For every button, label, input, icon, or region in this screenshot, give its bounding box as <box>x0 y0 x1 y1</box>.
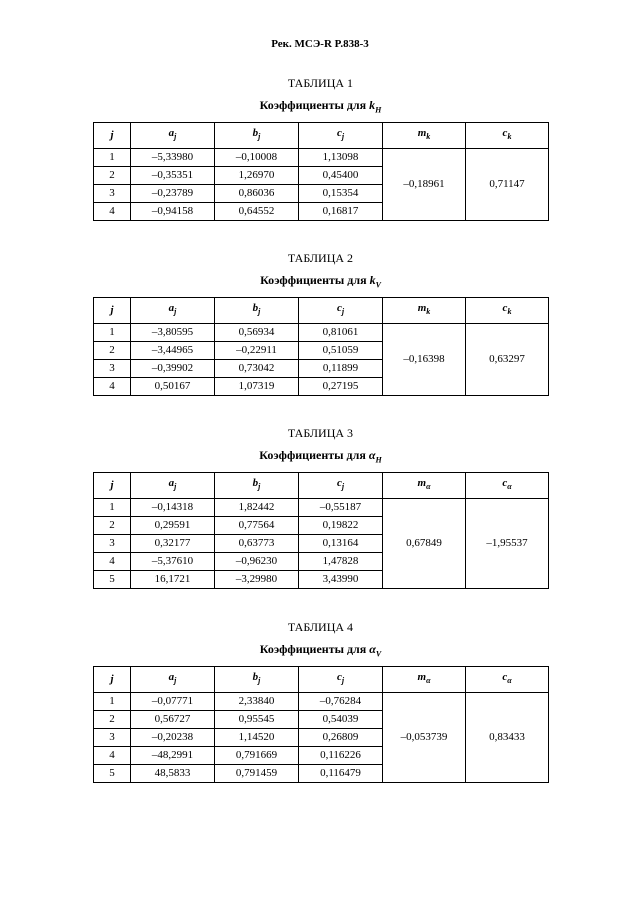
cell-c: 0,51059 <box>299 342 383 360</box>
cell-b: 1,14520 <box>215 729 299 747</box>
column-header <box>466 298 549 324</box>
table-header-row <box>94 298 549 324</box>
cell-a: 48,5833 <box>131 765 215 783</box>
column-header-symbol: b <box>252 671 259 684</box>
cell-m: –0,053739 <box>383 693 466 783</box>
column-header <box>131 123 215 149</box>
column-header <box>466 473 549 499</box>
cell-b: 1,07319 <box>215 378 299 396</box>
cell-j: 2 <box>94 167 131 185</box>
column-header <box>131 473 215 499</box>
table-caption <box>93 447 548 463</box>
column-header-symbol: j <box>110 129 114 141</box>
column-header-subscript: α <box>426 482 431 492</box>
cell-m: –0,16398 <box>383 324 466 396</box>
cell-c: 3,43990 <box>299 571 383 589</box>
column-header-subscript: j <box>174 307 177 317</box>
column-header-subscript: j <box>258 482 261 492</box>
column-header <box>94 123 131 149</box>
cell-j: 1 <box>94 149 131 167</box>
cell-c: 0,13164 <box>299 535 383 553</box>
cell-j: 4 <box>94 553 131 571</box>
coefficients-table <box>93 666 549 783</box>
column-header <box>94 298 131 324</box>
cell-c: 0,19822 <box>299 517 383 535</box>
column-header-subscript: j <box>341 307 345 317</box>
column-header-subscript: j <box>258 307 261 317</box>
column-header-symbol: j <box>110 479 114 491</box>
cell-c: 0,11899 <box>299 360 383 378</box>
cell-a: –5,37610 <box>131 553 215 571</box>
column-header-subscript: j <box>174 132 177 142</box>
table-header-row <box>94 473 549 499</box>
table-header-row <box>94 667 549 693</box>
table-caption <box>93 272 548 288</box>
cell-c: 1,13098 <box>299 149 383 167</box>
cell-a: 0,50167 <box>131 378 215 396</box>
cell-b: 0,791459 <box>215 765 299 783</box>
cell-c: –0,55187 <box>299 499 383 517</box>
cell-c: 0,81061 <box>299 324 383 342</box>
cell-b: –0,10008 <box>215 149 299 167</box>
cell-j: 4 <box>94 203 131 221</box>
cell-b: 0,63773 <box>215 535 299 553</box>
column-header-symbol: c <box>502 127 508 140</box>
cell-c: 0,54039 <box>299 711 383 729</box>
column-header <box>383 123 466 149</box>
cell-c: 0,15354 <box>299 185 383 203</box>
table-block <box>93 425 548 589</box>
table-row <box>94 499 549 517</box>
cell-a: –3,80595 <box>131 324 215 342</box>
column-header-symbol: m <box>417 671 427 684</box>
table-label: ТАБЛИЦА 1 <box>287 76 354 90</box>
column-header-symbol: m <box>417 477 427 490</box>
column-header-symbol: b <box>252 302 259 315</box>
column-header-symbol: m <box>417 127 427 140</box>
column-header-symbol: b <box>252 477 259 490</box>
coefficients-table <box>93 122 549 221</box>
cell-b: 0,791669 <box>215 747 299 765</box>
cell-a: –5,33980 <box>131 149 215 167</box>
cell-a: –0,39902 <box>131 360 215 378</box>
cell-j: 5 <box>94 765 131 783</box>
cell-j: 2 <box>94 517 131 535</box>
caption-subscript: V <box>375 649 382 659</box>
column-header-symbol: c <box>336 671 342 684</box>
table-caption <box>93 97 548 113</box>
column-header <box>299 473 383 499</box>
column-header-subscript: α <box>507 482 512 492</box>
column-header <box>383 473 466 499</box>
cell-c: 0,45400 <box>299 167 383 185</box>
cell-b: 1,26970 <box>215 167 299 185</box>
column-header-symbol: j <box>110 673 114 685</box>
column-header-subscript: j <box>258 676 261 686</box>
cell-m: 0,67849 <box>383 499 466 589</box>
cell-a: 0,32177 <box>131 535 215 553</box>
cell-b: 0,56934 <box>215 324 299 342</box>
cell-a: –0,20238 <box>131 729 215 747</box>
caption-subscript: H <box>375 455 382 465</box>
cell-b: 0,95545 <box>215 711 299 729</box>
cell-ck: 0,63297 <box>466 324 549 396</box>
table-row <box>94 149 549 167</box>
column-header <box>215 473 299 499</box>
column-header <box>131 298 215 324</box>
table-header-row <box>94 123 549 149</box>
column-header-symbol: c <box>502 302 508 315</box>
cell-a: 0,29591 <box>131 517 215 535</box>
cell-a: –48,2991 <box>131 747 215 765</box>
page-header: Рек. МСЭ-R P.838-3 <box>271 38 369 50</box>
cell-j: 2 <box>94 711 131 729</box>
column-header-subscript: k <box>507 307 512 317</box>
cell-b: –3,29980 <box>215 571 299 589</box>
cell-b: –0,22911 <box>215 342 299 360</box>
cell-b: 0,77564 <box>215 517 299 535</box>
table-label: ТАБЛИЦА 4 <box>287 620 354 634</box>
column-header <box>215 667 299 693</box>
cell-a: 0,56727 <box>131 711 215 729</box>
caption-subscript: H <box>375 105 382 115</box>
caption-symbol: k <box>369 273 376 287</box>
cell-b: 0,86036 <box>215 185 299 203</box>
column-header-symbol: c <box>336 127 342 140</box>
cell-j: 5 <box>94 571 131 589</box>
cell-c: 0,16817 <box>299 203 383 221</box>
column-header <box>466 123 549 149</box>
cell-j: 4 <box>94 747 131 765</box>
table-row <box>94 324 549 342</box>
table-block <box>93 75 548 221</box>
cell-m: –0,18961 <box>383 149 466 221</box>
coefficients-table <box>93 472 549 589</box>
column-header-symbol: c <box>336 477 342 490</box>
coefficients-table <box>93 297 549 396</box>
cell-j: 3 <box>94 729 131 747</box>
column-header-subscript: k <box>426 307 431 317</box>
table-block <box>93 619 548 783</box>
column-header <box>131 667 215 693</box>
cell-a: –0,23789 <box>131 185 215 203</box>
caption-text: Коэффициенты для <box>259 642 370 656</box>
cell-ck: 0,71147 <box>466 149 549 221</box>
cell-j: 2 <box>94 342 131 360</box>
cell-c: 0,27195 <box>299 378 383 396</box>
column-header-symbol: j <box>110 304 114 316</box>
cell-ck: 0,83433 <box>466 693 549 783</box>
column-header <box>94 473 131 499</box>
column-header-subscript: α <box>507 676 512 686</box>
cell-b: –0,96230 <box>215 553 299 571</box>
column-header-symbol: a <box>168 671 175 684</box>
column-header-subscript: j <box>341 132 345 142</box>
column-header-symbol: c <box>502 671 508 684</box>
cell-j: 1 <box>94 499 131 517</box>
cell-ck: –1,95537 <box>466 499 549 589</box>
cell-c: 1,47828 <box>299 553 383 571</box>
cell-a: –0,35351 <box>131 167 215 185</box>
column-header-symbol: a <box>168 127 175 140</box>
column-header-subscript: j <box>341 676 345 686</box>
column-header-symbol: a <box>168 477 175 490</box>
cell-a: –0,94158 <box>131 203 215 221</box>
column-header-subscript: k <box>507 132 512 142</box>
cell-c: 0,26809 <box>299 729 383 747</box>
caption-symbol: α <box>368 448 376 462</box>
column-header <box>94 667 131 693</box>
caption-symbol: α <box>369 642 376 656</box>
caption-text: Коэффициенты для <box>260 273 370 287</box>
cell-a: –3,44965 <box>131 342 215 360</box>
caption-subscript: V <box>375 280 381 290</box>
column-header-symbol: a <box>168 302 175 315</box>
caption-text: Коэффициенты для <box>259 98 370 112</box>
table-caption <box>93 641 548 657</box>
cell-a: –0,14318 <box>131 499 215 517</box>
column-header <box>215 298 299 324</box>
cell-b: 2,33840 <box>215 693 299 711</box>
caption-text: Коэффициенты для <box>259 448 369 462</box>
column-header-subscript: j <box>174 482 177 492</box>
cell-a: 16,1721 <box>131 571 215 589</box>
table-label: ТАБЛИЦА 2 <box>287 251 354 265</box>
column-header-symbol: c <box>502 477 508 490</box>
column-header <box>466 667 549 693</box>
column-header <box>299 667 383 693</box>
column-header <box>215 123 299 149</box>
column-header <box>383 667 466 693</box>
column-header-subscript: k <box>426 132 431 142</box>
cell-j: 4 <box>94 378 131 396</box>
column-header-symbol: b <box>252 127 259 140</box>
cell-c: –0,76284 <box>299 693 383 711</box>
table-label: ТАБЛИЦА 3 <box>287 426 354 440</box>
cell-j: 3 <box>94 360 131 378</box>
column-header <box>383 298 466 324</box>
cell-j: 3 <box>94 185 131 203</box>
cell-c: 0,116479 <box>299 765 383 783</box>
column-header <box>299 298 383 324</box>
cell-b: 0,73042 <box>215 360 299 378</box>
column-header-subscript: α <box>426 676 431 686</box>
column-header-subscript: j <box>341 482 345 492</box>
table-row <box>94 693 549 711</box>
column-header-symbol: c <box>336 302 342 315</box>
caption-symbol: k <box>369 98 376 112</box>
cell-j: 3 <box>94 535 131 553</box>
column-header-symbol: m <box>417 302 427 315</box>
column-header <box>299 123 383 149</box>
cell-a: –0,07771 <box>131 693 215 711</box>
cell-b: 1,82442 <box>215 499 299 517</box>
cell-b: 0,64552 <box>215 203 299 221</box>
column-header-subscript: j <box>258 132 261 142</box>
table-block <box>93 250 548 396</box>
cell-j: 1 <box>94 693 131 711</box>
column-header-subscript: j <box>174 676 177 686</box>
cell-c: 0,116226 <box>299 747 383 765</box>
cell-j: 1 <box>94 324 131 342</box>
